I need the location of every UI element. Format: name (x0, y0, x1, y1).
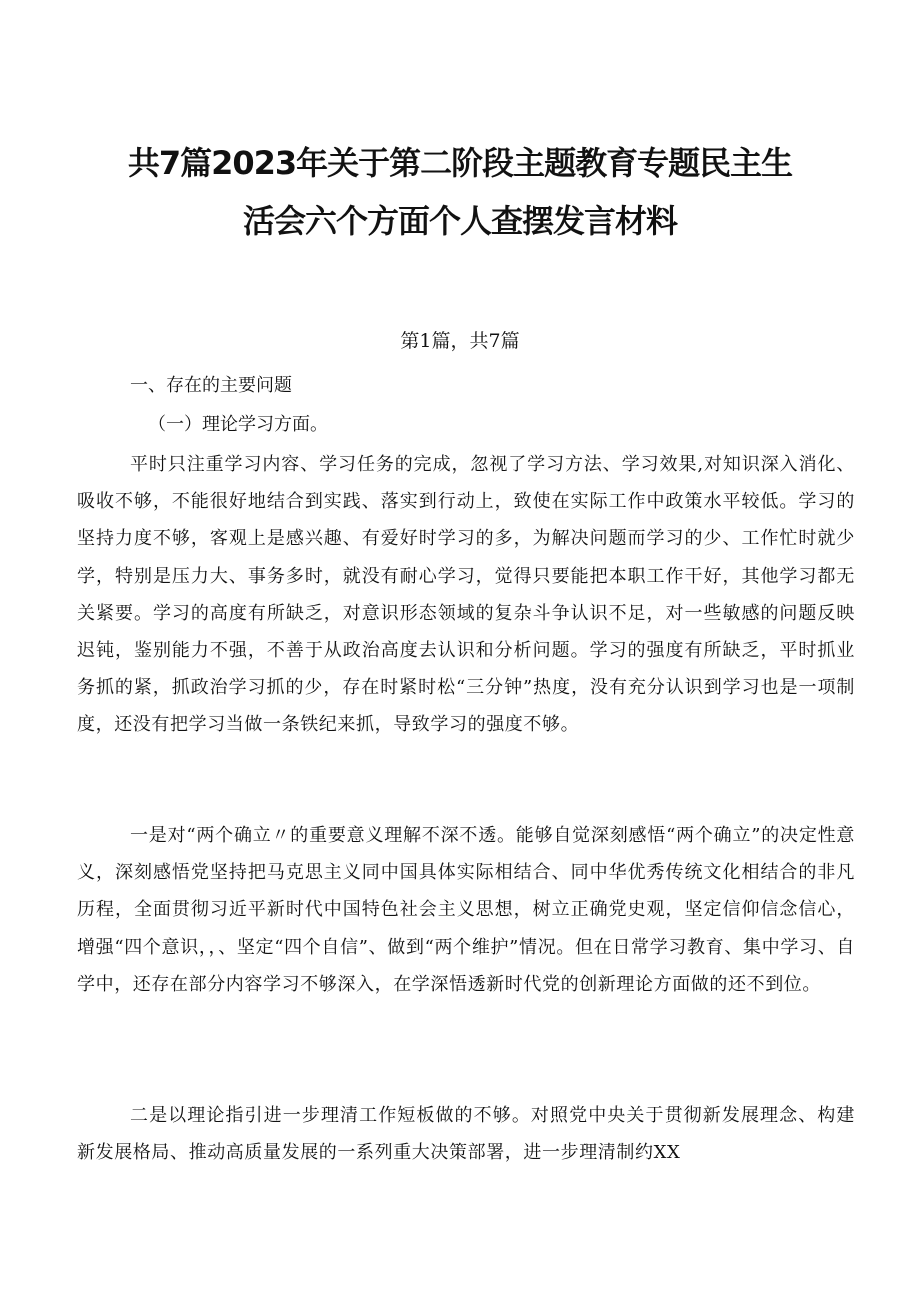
document-title-line-2: 活会六个方面个人查摆发言材料 (242, 202, 677, 240)
part-label: 第1篇，共7篇 (400, 330, 520, 352)
section-heading: 一、存在的主要问题 (130, 375, 292, 396)
document-title-line-1: 共7篇2023年关于第二阶段主题教育专题民主生 (127, 144, 793, 182)
subsection-heading: （一）理论学习方面。 (148, 414, 328, 435)
body-paragraph-1: 平时只注重学习内容、学习任务的完成，忽视了学习方法、学习效果,对知识深入消化、吸收不够，不能很好地结合到实践、落实到行动上，致使在实际工作中政策水平较低。学习的坚持力度不够，客观上是感兴趣、有爱好时学习的多，为解决问题而学习的少、工作忙时就少学，特别是压力大、事务多时，就没有耐心学习，觉得只要能把本职工作干好，其他学习都无关紧要。学习的高度有所缺乏，对意识形态领域的复杂斗争认识不足，对一些敏感的问题反映迟钝，鉴别能力不强，不善于从政治高度去认识和分析问题。学习的强度有所缺乏，平时抓业务抓的紧，抓政治学习抓的少，存在时紧时松“三分钟”热度，没有充分认识到学习也是一项制度，还没有把学习当做一条铁纪来抓，导致学习的强度不够。 (77, 454, 855, 736)
body-paragraph-3: 二是以理论指引进一步理清工作短板做的不够。对照党中央关于贯彻新发展理念、构建新发展格局、推动高质量发展的一系列重大决策部署，进一步理清制约XX (77, 1105, 855, 1164)
body-paragraph-2: 一是对“两个确立〃的重要意义理解不深不透。能够自觉深刻感悟“两个确立”的决定性意义，深刻感悟党坚持把马克思主义同中国具体实际相结合、同中华优秀传统文化相结合的非凡历程，全面贯彻习近平新时代中国特色社会主义思想，树立正确党史观，坚定信仰信念信心，增强“四个意识，，、坚定“四个自信”、做到“两个维护”情况。但在日常学习教育、集中学习、自学中，还存在部分内容学习不够深入，在学深悟透新时代党的创新理论方面做的还不到位。 (77, 825, 855, 995)
